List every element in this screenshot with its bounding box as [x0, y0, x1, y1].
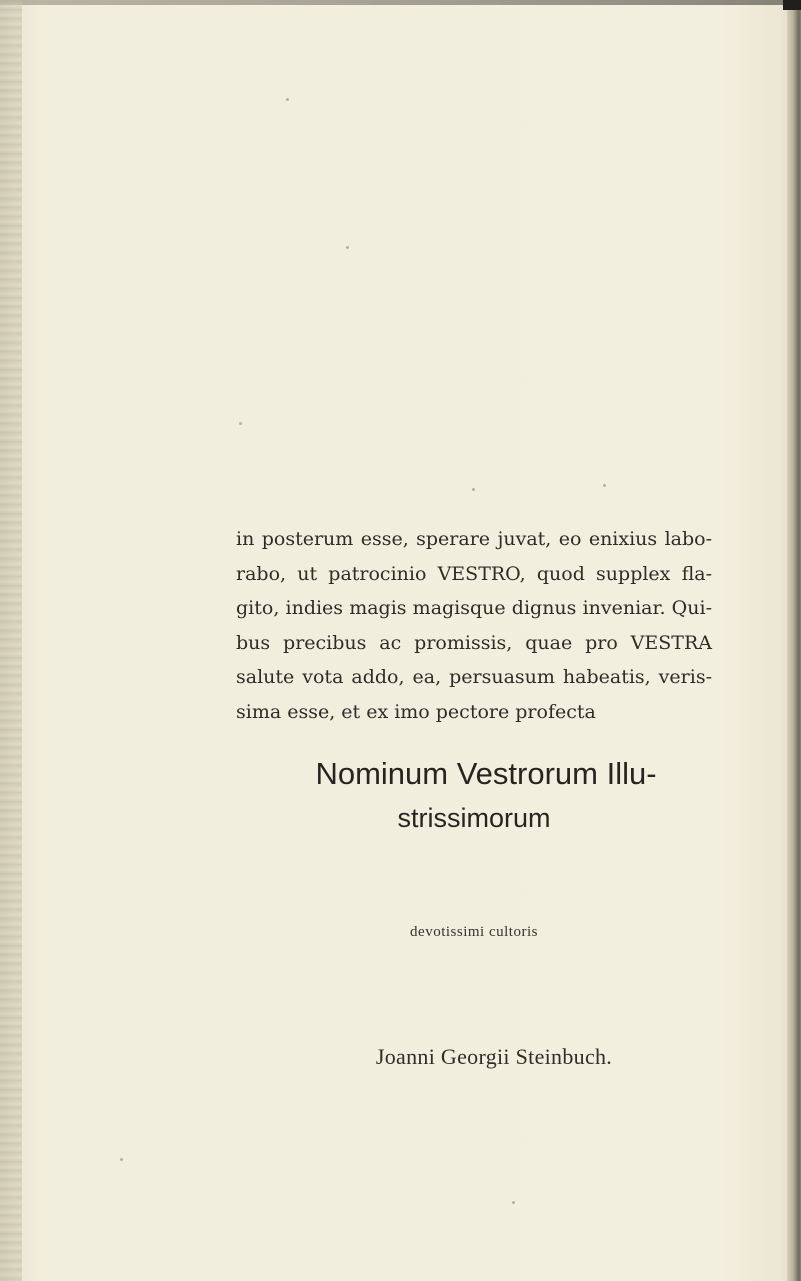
closing-heading-line-1: Nominum Vestrorum Illu- — [315, 756, 657, 791]
dedication-phrase: devotissimi cultoris — [410, 924, 538, 940]
paper-speck — [286, 98, 289, 101]
paper-speck — [120, 1158, 123, 1161]
paragraph-line: in posterum esse, sperare juvat, eo enixius labo- — [236, 528, 712, 550]
page-top-edge — [0, 0, 801, 5]
paragraph-line: gito, indies magis magisque dignus inveniar. Qui- — [236, 597, 712, 619]
paper-speck — [346, 246, 349, 249]
paper-speck — [472, 488, 475, 491]
page-right-edge — [787, 0, 801, 1281]
paragraph-line: bus precibus ac promissis, quae pro VESTRA — [236, 631, 712, 654]
paragraph-line: rabo, ut patrocinio VESTRO, quod supplex fla- — [236, 562, 712, 585]
paper-speck — [512, 1201, 515, 1204]
paper-speck — [603, 484, 606, 487]
paragraph-line: sima esse, et ex imo pectore profecta — [236, 700, 596, 723]
paper-speck — [239, 422, 242, 425]
binding-gutter — [0, 0, 22, 1281]
paragraph-line: salute vota addo, ea, persuasum habeatis, veris- — [236, 666, 712, 688]
author-signature: Joanni Georgii Steinbuch. — [375, 1044, 613, 1069]
closing-paragraph — [236, 522, 712, 729]
closing-heading-line-2: strissimorum — [397, 803, 551, 833]
corner-mark — [783, 0, 801, 10]
